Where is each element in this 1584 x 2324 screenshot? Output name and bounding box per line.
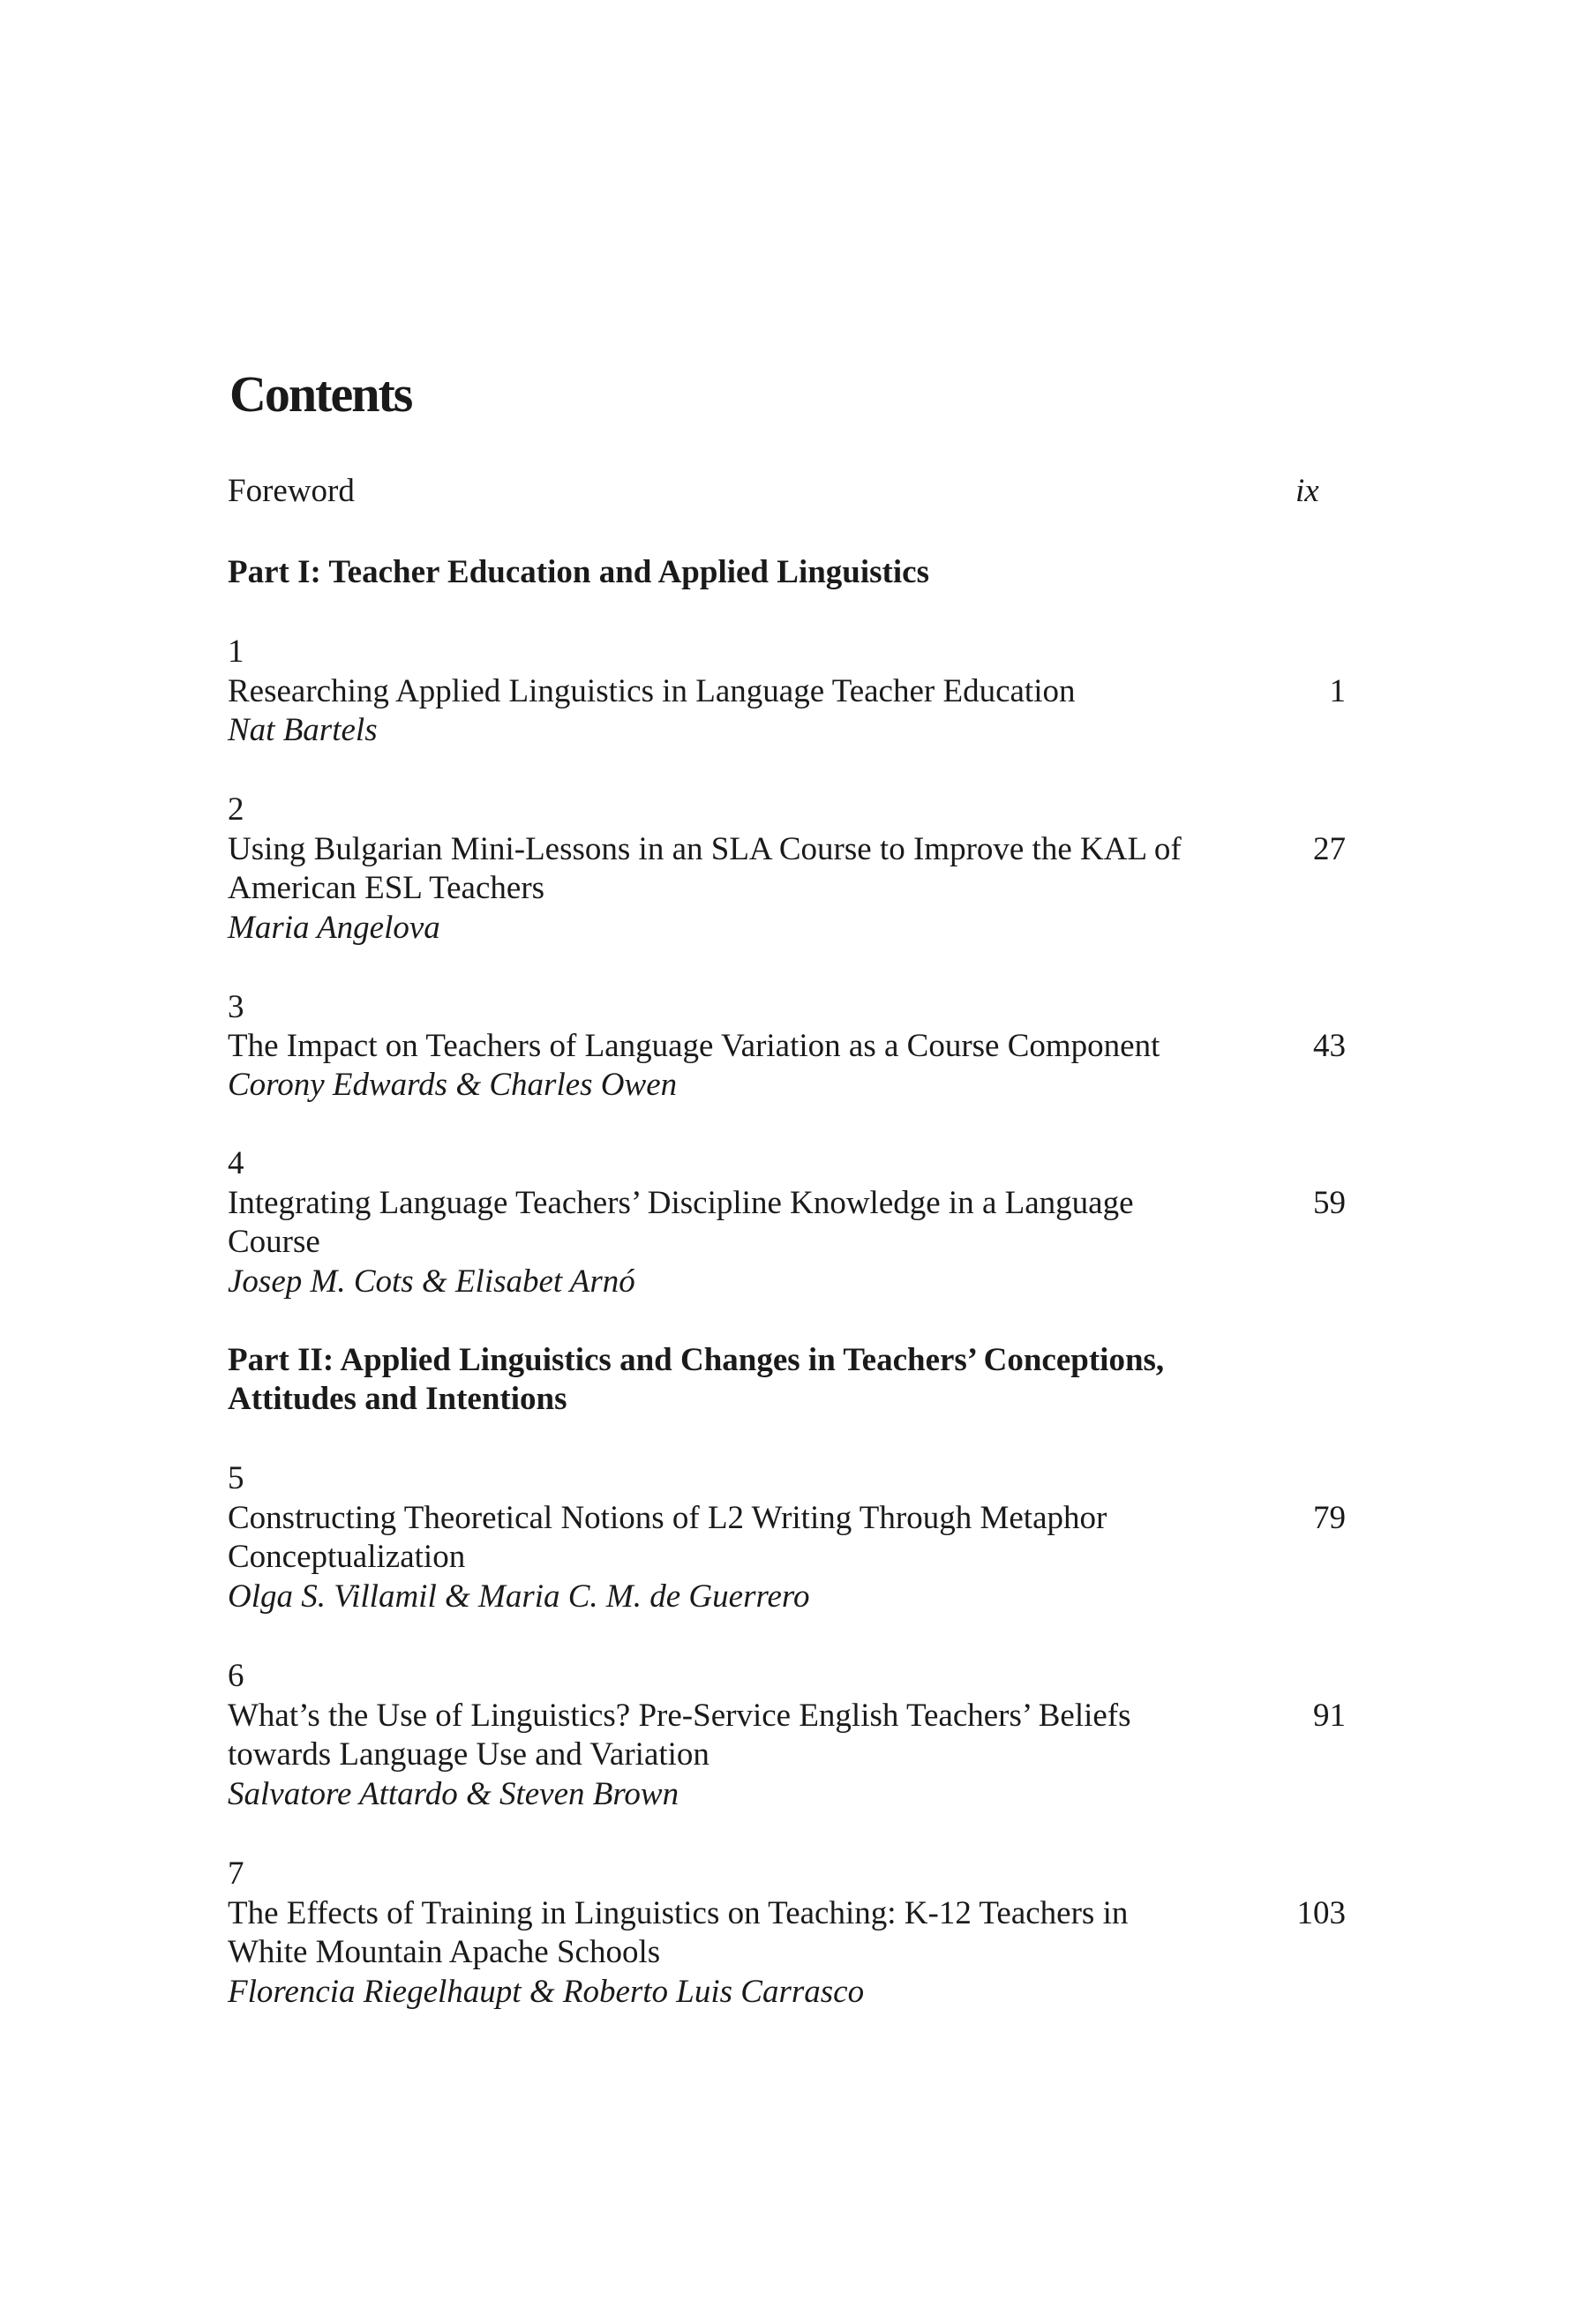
chapter-4-title-line-2: Course [228, 1224, 320, 1260]
chapter-2-title-line-2: American ESL Teachers [228, 870, 545, 906]
chapter-2-authors: Maria Angelova [228, 910, 440, 946]
chapter-6-authors: Salvatore Attardo & Steven Brown [228, 1776, 679, 1812]
chapter-1-authors: Nat Bartels [228, 712, 378, 748]
chapter-4-authors: Josep M. Cots & Elisabet Arnó [228, 1263, 635, 1300]
part-1-heading: Part I: Teacher Education and Applied Linguistics [228, 554, 929, 590]
chapter-2-title-line-1: Using Bulgarian Mini-Lessons in an SLA Course to Improve the KAL of [228, 831, 1182, 867]
chapter-4-page: 59 [1313, 1185, 1346, 1221]
chapter-6-page: 91 [1313, 1698, 1346, 1734]
chapter-7-title-line-1: The Effects of Training in Linguistics on Teaching: K-12 Teachers in [228, 1895, 1129, 1931]
chapter-3-title-line-1: The Impact on Teachers of Language Variation as a Course Component [228, 1028, 1160, 1064]
chapter-3-page: 43 [1313, 1028, 1346, 1064]
chapter-6-title-line-2: towards Language Use and Variation [228, 1736, 709, 1773]
chapter-6-title-line-1: What’s the Use of Linguistics? Pre-Service English Teachers’ Beliefs [228, 1698, 1131, 1734]
chapter-3-number: 3 [228, 989, 244, 1025]
chapter-7-number: 7 [228, 1855, 244, 1892]
chapter-3-authors: Corony Edwards & Charles Owen [228, 1067, 678, 1103]
part-2-heading-line-1: Part II: Applied Linguistics and Changes in Teachers’ Conceptions, [228, 1342, 1165, 1378]
foreword-label: Foreword [228, 473, 355, 509]
chapter-5-authors: Olga S. Villamil & Maria C. M. de Guerrero [228, 1578, 810, 1615]
part-2-heading-line-2: Attitudes and Intentions [228, 1381, 567, 1417]
chapter-1-number: 1 [228, 633, 244, 670]
chapter-5-title-line-2: Conceptualization [228, 1539, 466, 1575]
chapter-1-page: 1 [1329, 673, 1346, 709]
chapter-5-title-line-1: Constructing Theoretical Notions of L2 Writing Through Metaphor [228, 1500, 1107, 1536]
chapter-2-page: 27 [1313, 831, 1346, 867]
chapter-4-number: 4 [228, 1145, 244, 1181]
chapter-7-authors: Florencia Riegelhaupt & Roberto Luis Carrasco [228, 1974, 865, 2010]
chapter-7-page: 103 [1296, 1895, 1346, 1931]
page-title: Contents [229, 365, 412, 423]
foreword-page: ix [1295, 473, 1319, 509]
chapter-4-title-line-1: Integrating Language Teachers’ Discipline Knowledge in a Language [228, 1185, 1134, 1221]
chapter-5-page: 79 [1313, 1500, 1346, 1536]
chapter-6-number: 6 [228, 1658, 244, 1694]
chapter-7-title-line-2: White Mountain Apache Schools [228, 1934, 661, 1970]
chapter-1-title-line-1: Researching Applied Linguistics in Language Teacher Education [228, 673, 1076, 709]
chapter-2-number: 2 [228, 791, 244, 828]
chapter-5-number: 5 [228, 1460, 244, 1496]
